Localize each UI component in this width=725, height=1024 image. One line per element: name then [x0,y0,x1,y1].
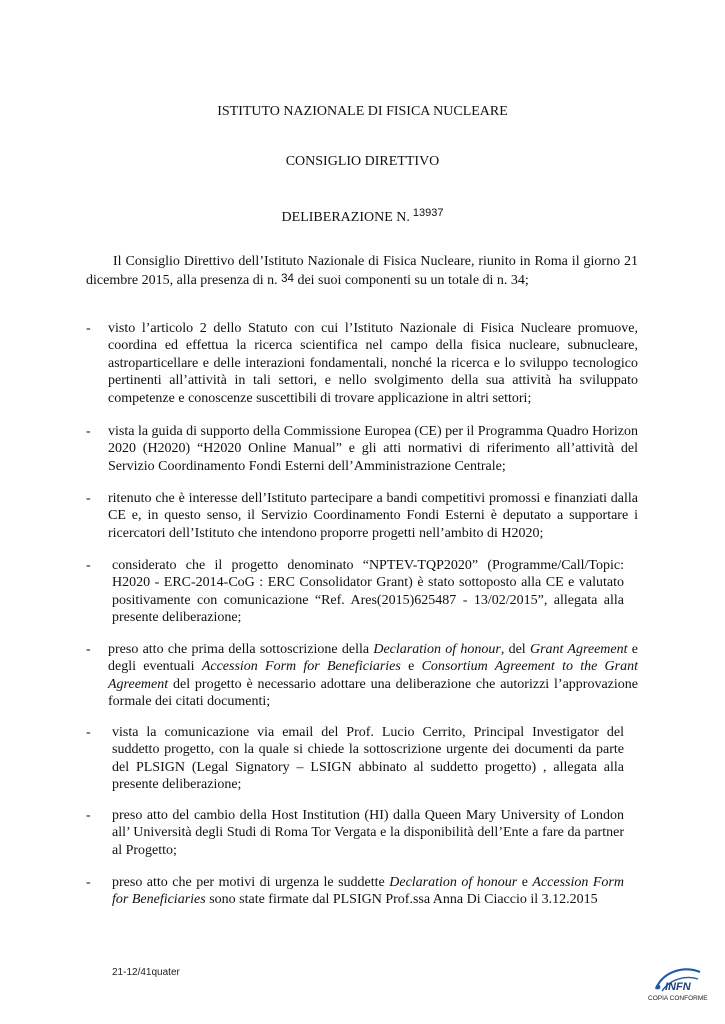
intro-text-1: Il Consiglio Direttivo dell’Istituto Nazionale di Fisica Nucleare, riunito in Roma il giorno 21 dicembre 2015, alla presenza di n. [86,254,638,288]
list-dash: - [86,808,91,823]
institute-title: ISTITUTO NAZIONALE DI FISICA NUCLEARE [217,104,508,119]
text-run: preso atto che per motivi di urgenza le suddette [112,875,390,890]
list-item-text [108,641,638,711]
accession-form-term: Accession Form for Beneficiaries [112,875,624,908]
text-run: e [517,875,533,890]
svg-text:INFN: INFN [665,981,691,993]
text-run: preso atto che prima della sottoscrizione della [108,642,374,657]
deliberation-heading [0,204,725,227]
list-dash: - [86,725,91,740]
council-title: CONSIGLIO DIRETTIVO [285,154,440,169]
accession-form-term: Accession Form for Beneficiaries [201,659,401,675]
text-run: sono state firmate dal PLSIGN Prof.ssa Anna Di Ciaccio il 3.12.2015 [205,892,598,908]
list-dash: - [86,321,91,336]
list-item-text: considerato che il progetto denominato “NPTEV-TQP2020” (Programme/Call/Topic: H2020 - ERC-2014-CoG : ERC Consolidator Grant) è stato sottoposto alla CE e valutato positivamente con comunicazione “Ref. Ares(2015)625487 - 13/02/2015”, allegata alla presente deliberazione; [112,558,624,626]
list-item-text: preso atto del cambio della Host Institution (HI) dalla Queen Mary University of London all’ Università degli Studi di Roma Tor Vergata e la disponibilità dell’Ente a fare da partner al Progetto; [112,808,624,858]
intro-text-2: dei suoi componenti su un totale di n. 34; [297,272,529,288]
list-dash: - [86,875,91,890]
list-item-text [112,874,624,909]
text-run: , del [500,642,530,657]
intro-paragraph [86,253,638,289]
text-run: e [400,659,422,675]
consortium-agreement-term: Consortium Agreement to the Grant Agreement [108,659,639,692]
declaration-of-honour-term: Declaration of honour [389,875,518,890]
list-item-text: ritenuto che è interesse dell’Istituto partecipare a bandi competitivi promossi e finanziati dalla CE e, in questo senso, il Servizio Coordinamento Fondi Esterni è deputato a supportare i ricercatori dell’Istituto che intendono proporre progetti nell’ambito di H2020; [108,491,638,541]
list-dash: - [86,558,91,573]
declaration-of-honour-term: Declaration of honour [373,642,501,657]
deliberation-number: 13937 [412,207,444,219]
deliberation-label: DELIBERAZIONE N. [281,210,410,225]
present-count: 34 [281,272,294,285]
list-dash: - [86,424,91,439]
list-item-text: vista la comunicazione via email del Prof. Lucio Cerrito, Principal Investigator del suddetto progetto, con la quale si chiede la sottoscrizione urgente dei documenti da parte del PLSIGN (Legal Signatory – LSIGN abbinato al suddetto progetto) , allegata alla presente deliberazione; [112,725,624,793]
stamp-caption: COPIA CONFORME [648,995,708,1002]
footer-code: 21-12/41quater [112,967,180,978]
copia-conforme-stamp [648,962,706,1008]
text-run: del progetto è necessario adottare una deliberazione che autorizzi l’approvazione formale dei citati documenti; [108,676,638,710]
list-item-text: vista la guida di supporto della Commissione Europea (CE) per il Programma Quadro Horizon 2020 (H2020) “H2020 Online Manual” e gli atti normativi di riferimento all’attività del Servizio Coordinamento Fondi Esterni dell’Amministrazione Centrale; [108,424,638,474]
grant-agreement-term: Grant Agreement [529,642,628,657]
list-item-text: visto l’articolo 2 dello Statuto con cui l’Istituto Nazionale di Fisica Nucleare promuove, coordina ed effettua la ricerca scientifica nel campo della fisica nucleare, subnucleare, astroparticellare e delle interazioni fondamentali, nonché la ricerca e lo sviluppo tecnologico pertinenti all’attività in tali settori, e nello svolgimento della sua attività ha sviluppato competenze e conoscenze suscettibili di trovare applicazione in altri settori; [108,321,638,406]
text-run: e degli eventuali [108,642,638,675]
infn-logo-icon [648,962,706,996]
list-dash: - [86,491,91,506]
list-dash: - [86,642,91,657]
